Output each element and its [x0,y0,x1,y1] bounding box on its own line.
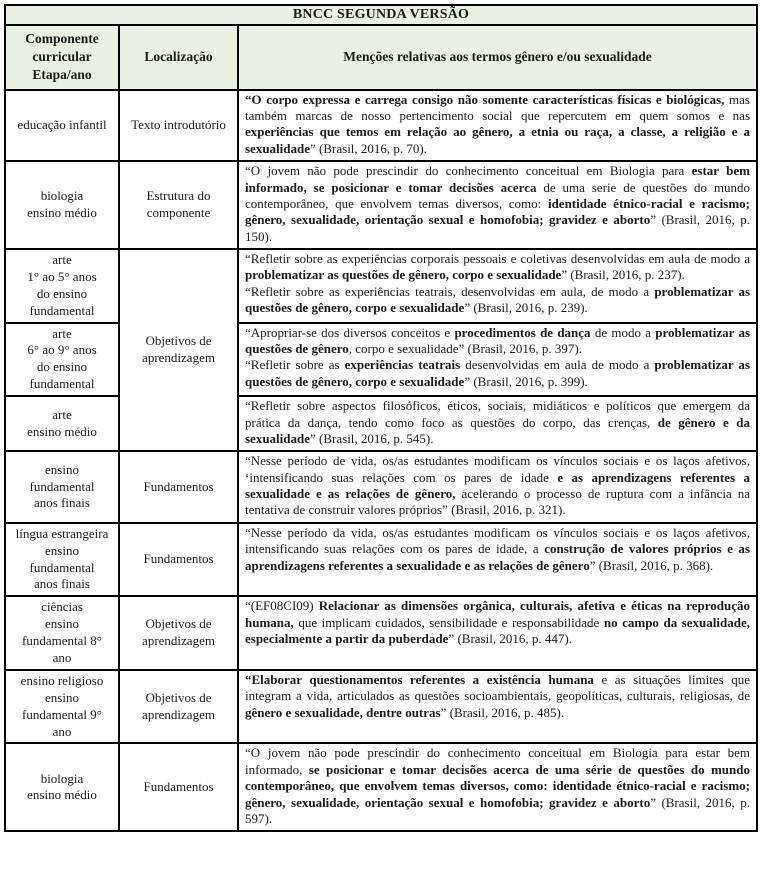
column-header-location: Localização [119,25,238,90]
component-cell: ensino religioso ensino fundamental 9° ano [5,670,119,744]
title-row [5,5,757,25]
quote-paragraph: “O jovem não pode prescindir do conhecimento conceitual em Biologia para estar bem informado, se posicionar e tomar decisões acerca de uma serie de questões do mundo contemporâneo, que envolvem temas diversos, como: identidade étnico-racial e racismo; gênero, sexualidade, orientação sexual e homofobia; gravidez e aborto” (Brasil, 2016, p. 150). [245,163,751,244]
table-row [5,249,757,323]
location-cell: Fundamentos [119,523,238,597]
component-cell: ensino fundamental anos finais [5,451,119,523]
quote-paragraph: “O jovem não pode prescindir do conhecimento conceitual em Biologia para estar bem informado, se posicionar e tomar decisões acerca de uma série de questões do mundo contemporâneo, que envolvem temas diversos, como: identidade étnico-racial e racismo; gênero, sexualidade, orientação sexual e homofobia; gravidez e aborto” (Brasil, 2016, p. 597). [245,745,750,826]
location-cell: Fundamentos [119,451,238,523]
mentions-cell [238,743,757,831]
quote-paragraph: “O corpo expressa e carrega consigo não somente características físicas e biológicas, mas também marcas de nosso pertencimento social que repercutem em quem somos e nas experiências que temos em relação ao gênero, a etnia ou raça, a classe, a religião e a sexualidade” (Brasil, 2016, p. 70). [245,91,750,156]
location-cell: Objetivos de aprendizagem [119,596,238,670]
table-row [5,323,757,397]
quote-paragraph: “Refletir sobre as experiências teatrais, desenvolvidas em aula, de modo a problematizar as questões de gênero, corpo e sexualidade” (Brasil, 2016, p. 239). [245,283,751,316]
component-cell: arte 1° ao 5° anos do ensino fundamental [5,249,119,323]
bncc-table [4,4,758,832]
mentions-cell [238,396,757,451]
component-cell: biologia ensino médio [5,743,119,831]
table-row [5,451,757,523]
table-row [5,161,757,249]
column-header-mentions: Menções relativas aos termos gênero e/ou sexualidade [238,25,757,90]
mentions-cell [238,323,757,397]
component-cell: arte 6° ao 9° anos do ensino fundamental [5,323,119,397]
table-row [5,596,757,670]
table-row [5,396,757,451]
component-cell: ciências ensino fundamental 8° ano [5,596,119,670]
column-header-component: Componente curricular Etapa/ano [5,25,119,90]
mentions-cell [238,670,757,744]
table-row [5,743,757,831]
component-cell: língua estrangeira ensino fundamental anos finais [5,523,119,597]
location-cell: Fundamentos [119,743,238,831]
mentions-cell [238,249,757,323]
location-cell: Objetivos de aprendizagem [119,670,238,744]
table-row [5,523,757,597]
location-cell: Objetivos de aprendizagem [119,249,238,451]
mentions-cell [238,161,757,249]
quote-paragraph: “Nesse período da vida, os/as estudantes modificam os vínculos sociais e os laços afetivos, intensificando suas relações com os pares de idade, a construção de valores próprios e as aprendizagens referentes a sexualidade e as relações de gênero” (Brasil, 2016, p. 368). [245,524,750,573]
mentions-cell [238,523,757,597]
quote-paragraph: “Refletir sobre as experiências corporais pessoais e coletivas desenvolvidas em aula de modo a problematizar as questões de gênero, corpo e sexualidade” (Brasil, 2016, p. 237). [245,251,750,283]
component-cell: biologia ensino médio [5,161,119,249]
quote-paragraph: “Refletir sobre aspectos filosóficos, éticos, sociais, midiáticos e políticos que emergem da prática da dança, tendo como foco as questões do corpo, das crenças, de gênero e da sexualidade” (Brasil, 2016, p. 545). [245,398,750,446]
table-body [5,90,757,832]
mentions-cell [238,596,757,670]
header-row [5,25,757,90]
component-cell: arte ensino médio [5,396,119,451]
table-row [5,90,757,162]
location-cell: Estrutura do componente [119,161,238,249]
quote-paragraph: “Apropriar-se dos diversos conceitos e procedimentos de dança de modo a problematizar as questões de gênero, corpo e sexualidade” (Brasil, 2016, p. 397). [245,324,750,356]
quote-paragraph: “Nesse período de vida, os/as estudantes modificam os vínculos sociais e os laços afetivos, ‘intensificando suas relações com os pares de idade e as aprendizagens referentes a sexualidade e as relações de gênero, acelerando o processo de ruptura com a infância na tentativa de construir valores próprios” (Brasil, 2016, p. 321). [245,453,751,518]
quote-paragraph: “Elaborar questionamentos referentes a existência humana e as situações limites que integram a vida, articulados as questões socioambientais, geopolíticas, culturais, religiosas, de gênero e sexualidade, dentre outras” (Brasil, 2016, p. 485). [245,671,750,720]
mentions-cell [238,451,757,523]
table-title: BNCC SEGUNDA VERSÃO [5,5,757,25]
mentions-cell [238,90,757,162]
component-cell: educação infantil [5,90,119,162]
location-cell: Texto introdutório [119,90,238,162]
quote-paragraph: “Refletir sobre as experiências teatrais desenvolvidas em aula de modo a problematizar as questões de gênero, corpo e sexualidade” (Brasil, 2016, p. 399). [245,357,750,389]
quote-paragraph: “(EF08CI09) Relacionar as dimensões orgânica, culturais, afetiva e éticas na reprodução humana, que implicam cuidados, sensibilidade e responsabilidade no campo da sexualidade, especialmente a partir da puberdade” (Brasil, 2016, p. 447). [245,598,750,647]
table-row [5,670,757,744]
